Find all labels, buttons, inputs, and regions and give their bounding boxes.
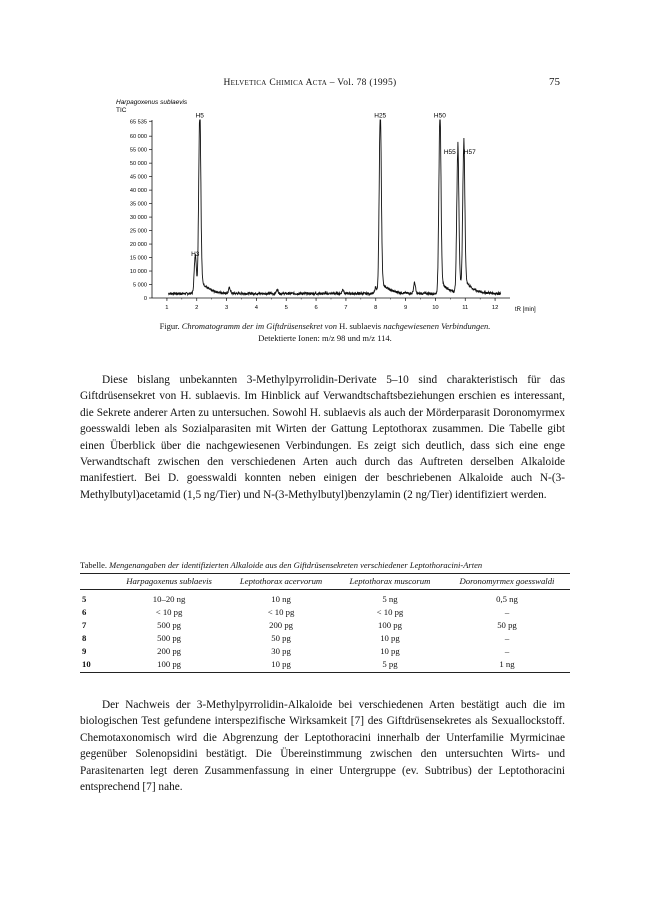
table-row <box>80 644 570 657</box>
x-tick-label: 11 <box>462 305 469 311</box>
table-cell: 6 <box>82 606 87 617</box>
table-header-cell: Leptothorax acervorum <box>226 574 336 590</box>
table-row <box>80 631 570 644</box>
y-tick-label: 60 000 <box>129 134 147 141</box>
y-tick-label: 5 000 <box>133 282 147 289</box>
table-header-row <box>80 574 570 590</box>
table-row <box>80 618 570 631</box>
table-cell: 10 pg <box>226 657 336 673</box>
table-cell: 10 pg <box>380 645 400 656</box>
table-cell: < 10 pg <box>155 606 183 617</box>
figure-caption <box>80 320 570 344</box>
y-tick-label: 55 000 <box>129 147 147 154</box>
table-cell: 5 pg <box>336 657 444 673</box>
y-tick-label: 65 535 <box>129 119 147 126</box>
table-cell: 10 <box>80 657 112 673</box>
page-number: 75 <box>549 76 560 88</box>
x-tick-label: 6 <box>314 305 318 311</box>
peak-label: H3 <box>191 251 200 259</box>
table-cell: 8 <box>82 632 87 643</box>
y-tick-label: 10 000 <box>129 269 147 276</box>
x-tick-label: 10 <box>432 305 439 311</box>
peak-label: H57 <box>463 148 476 156</box>
y-tick-label: 20 000 <box>129 242 147 249</box>
peak-label: H55 <box>443 148 456 156</box>
journal-title: Helvetica Chimica Acta <box>223 78 328 88</box>
y-tick-label: 15 000 <box>129 255 147 262</box>
x-tick-label: 4 <box>254 305 259 311</box>
figure-caption-text-b: nachgewiesenen Verbindungen. <box>383 321 491 331</box>
table-cell: 100 pg <box>112 657 226 673</box>
table-cell: 100 pg <box>378 619 402 630</box>
table-cell: – <box>504 606 510 617</box>
x-tick-label: 7 <box>344 305 348 311</box>
signal-label: TIC <box>116 107 127 114</box>
table-cell: 500 pg <box>157 632 182 643</box>
x-tick-label: 1 <box>165 305 169 311</box>
paragraph-1-text: Diese bislang unbekannten 3-Methylpyrrolidin-Derivate 5–10 sind charakteristisch für das Giftdrüsensekret von H. sublaevis. Im Hinblick auf Verwandtschaftsbeziehungen erschien es interessant, die Sekrete anderer Arten zu untersuchen. Sowohl H. sublaevis als auch der Mörderparasit Doronomyrmex goesswaldi leben als Sozialparasiten mit Wirten der Gattung Leptothorax zusammen. Die Tabelle gibt einen Überblick über die nachgewiesenen Verbindungen. Es zeigt sich deutlich, dass sich eine enge Verwandtschaft zwischen den verschiedenen Arten auch durch das Auftreten derselben Alkaloide manifestiert. Bei D. goesswaldi konnten neben einigen der beschriebenen Alkaloide auch N-(3-Methylbutyl)acetamid (1,5 ng/Tier) und N-(3-Methylbutyl)benzylamin (2 ng/Tier) identifiziert werden. <box>80 374 565 501</box>
y-tick-label: 45 000 <box>129 174 147 181</box>
table-cell: 30 pg <box>271 645 291 656</box>
paragraph-2 <box>80 697 565 795</box>
table-header-cell: Leptothorax muscorum <box>336 574 444 590</box>
alkaloid-table <box>80 573 570 673</box>
peak-label: H25 <box>374 112 387 120</box>
paragraph-2-text: Der Nachweis der 3-Methylpyrrolidin-Alkaloide bei verschiedenen Arten bestätigt auch die im biologischen Test gefundene interspezifische Wirksamkeit [7] des Giftdrüsensekretes als Sexuallockstoff. Chemotaxonomisch wird die Abgrenzung der Leptothoracini innerhalb der Unterfamilie Myrmicinae gegenüber Solenopsidini bestätigt. Die Übereinstimmung zwischen den untersuchten Wirts- und Parasitenarten legt deren Zusammenfassung in einer Untergruppe (ev. Subtribus) der Leptothoracini entsprechend [7] nahe. <box>80 699 565 794</box>
table-caption-text: Mengenangaben der identifizierten Alkaloide aus den Giftdrüsensekreten verschiedener Leptothoracini-Arten <box>109 560 483 570</box>
table-cell: 50 pg <box>271 632 291 643</box>
chromatogram-trace <box>168 120 501 295</box>
x-axis-label: tR [min] <box>515 307 536 313</box>
table-cell: 0,5 ng <box>496 593 518 604</box>
table-cell: 10–20 ng <box>152 593 186 604</box>
y-tick-label: 40 000 <box>129 188 147 195</box>
table-cell: 200 pg <box>269 619 293 630</box>
x-tick-label: 8 <box>374 305 378 311</box>
table-cell: 500 pg <box>157 619 182 630</box>
table-cell: 1 ng <box>444 657 570 673</box>
table-cell: 10 pg <box>380 632 400 643</box>
table-cell: 9 <box>82 645 87 656</box>
y-tick-label: 25 000 <box>129 228 147 235</box>
y-tick-label: 35 000 <box>129 201 147 208</box>
peak-label: H50 <box>433 112 446 120</box>
figure-caption-text-a: Chromatogramm der im Giftdrüsensekret von <box>181 321 337 331</box>
table-cell: 50 pg <box>497 619 517 630</box>
y-tick-label: 50 000 <box>129 161 147 168</box>
table-header-cell: Doronomyrmex goesswaldi <box>444 574 570 590</box>
journal-volume: – Vol. 78 (1995) <box>327 78 397 88</box>
table-cell: 5 ng <box>382 593 398 604</box>
table-row <box>80 657 570 673</box>
peak-label: H5 <box>195 112 204 120</box>
paragraph-1 <box>80 372 565 503</box>
x-tick-label: 2 <box>195 305 199 311</box>
x-tick-label: 5 <box>284 305 288 311</box>
y-tick-label: 0 <box>143 296 147 302</box>
y-tick-label: 30 000 <box>129 215 147 222</box>
table-cell: 10 ng <box>271 593 291 604</box>
table-cell: 200 pg <box>157 645 182 656</box>
figure-label: Figur. <box>159 321 180 331</box>
table-cell: 7 <box>82 619 87 630</box>
x-tick-label: 9 <box>403 305 408 311</box>
figure-caption-line2: Detektierte Ionen: m/z 98 und m/z 114. <box>258 333 392 343</box>
x-tick-label: 12 <box>491 305 499 311</box>
x-tick-label: 3 <box>224 305 229 311</box>
table-row <box>80 590 570 606</box>
table-cell: – <box>504 645 510 656</box>
table-header-cell: Harpagoxenus sublaevis <box>112 574 226 590</box>
chromatogram-chart <box>0 0 648 320</box>
table-cell: < 10 pg <box>376 606 404 617</box>
table-header-cell <box>80 574 112 590</box>
table-row <box>80 605 570 618</box>
table-caption <box>80 560 570 570</box>
table-cell: – <box>504 632 510 643</box>
figure-caption-species: H. sublaevis <box>339 321 382 331</box>
species-label: Harpagoxenus sublaevis <box>116 99 188 106</box>
table-cell: < 10 pg <box>267 606 295 617</box>
table-cell: 5 <box>82 593 87 604</box>
table-caption-label: Tabelle. <box>80 560 108 570</box>
